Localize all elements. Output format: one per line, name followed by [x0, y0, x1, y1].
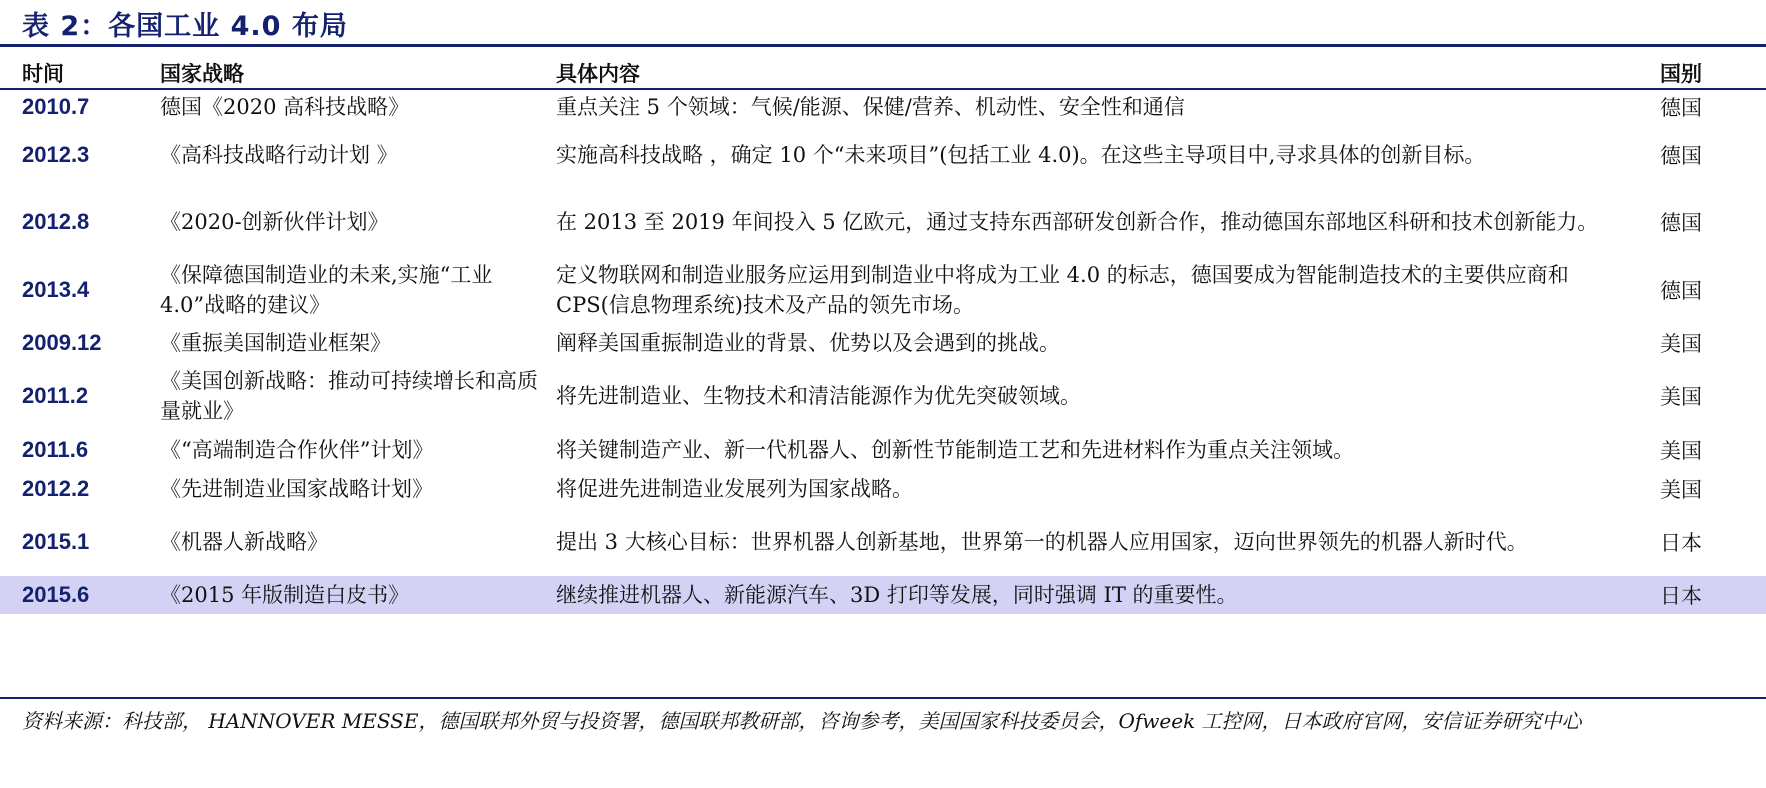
row-content: 将先进制造业、生物技术和清洁能源作为优先突破领域。 [556, 384, 1081, 408]
row-time: 2011.2 [22, 383, 89, 408]
table-row [0, 188, 1766, 256]
row-country: 美国 [1660, 478, 1702, 502]
row-country: 美国 [1660, 439, 1702, 463]
header-time: 时间 [22, 62, 64, 86]
table-row [0, 92, 1766, 122]
row-strategy: 《“高端制造合作伙伴”计划》 [160, 438, 434, 462]
row-content: 将促进先进制造业发展列为国家战略。 [556, 477, 913, 501]
row-time: 2013.4 [22, 277, 90, 302]
row-country: 德国 [1660, 144, 1702, 168]
row-strategy: 德国《2020 高科技战略》 [160, 95, 410, 119]
row-country: 日本 [1660, 531, 1702, 555]
row-time: 2012.2 [22, 476, 90, 501]
table-row [0, 508, 1766, 576]
row-strategy: 《机器人新战略》 [160, 530, 328, 554]
header-rule [0, 88, 1766, 90]
source-note: 资料来源：科技部， HANNOVER MESSE，德国联邦外贸与投资署，德国联邦教研部，咨询参考，美国国家科技委员会，Ofweek 工控网，日本政府官网，安信证券研究中心 [22, 709, 1582, 733]
table-row-highlighted [0, 576, 1766, 614]
row-time: 2012.3 [22, 142, 90, 167]
table-row [0, 470, 1766, 508]
row-content: 实施高科技战略 ，确定 10 个“未来项目”(包括工业 4.0)。在这些主导项目中,寻求具体的创新目标。 [556, 143, 1486, 167]
row-country: 美国 [1660, 332, 1702, 356]
row-content: 将关键制造产业、新一代机器人、创新性节能制造工艺和先进材料作为重点关注领域。 [556, 438, 1354, 462]
row-strategy: 《先进制造业国家战略计划》 [160, 477, 433, 501]
table-row [0, 430, 1766, 470]
header-strategy: 国家战略 [160, 62, 244, 86]
row-content: 提出 3 大核心目标：世界机器人创新基地，世界第一的机器人应用国家，迈向世界领先的机器人新时代。 [556, 530, 1528, 554]
row-content: 定义物联网和制造业服务应运用到制造业中将成为工业 4.0 的标志，德国要成为智能制造技术的主要供应商和 CPS(信息物理系统)技术及产品的领先市场。 [556, 263, 1569, 317]
row-strategy: 《高科技战略行动计划 》 [160, 143, 398, 167]
row-strategy: 《2015 年版制造白皮书》 [160, 583, 410, 607]
row-country: 德国 [1660, 211, 1702, 235]
table-row [0, 362, 1766, 430]
row-strategy: 《保障德国制造业的未来,实施“工业 4.0”战略的建议》 [160, 263, 493, 317]
header-content: 具体内容 [556, 62, 640, 86]
header-country: 国别 [1660, 62, 1702, 86]
table-body [0, 92, 1766, 614]
row-country: 美国 [1660, 385, 1702, 409]
table-row [0, 122, 1766, 188]
row-time: 2011.6 [22, 437, 89, 462]
row-content: 继续推进机器人、新能源汽车、3D 打印等发展，同时强调 IT 的重要性。 [556, 583, 1238, 607]
row-time: 2012.8 [22, 209, 90, 234]
row-country: 德国 [1660, 279, 1702, 303]
row-time: 2015.6 [22, 582, 90, 607]
row-content: 重点关注 5 个领域：气候/能源、保健/营养、机动性、安全性和通信 [556, 95, 1185, 119]
row-strategy: 《2020-创新伙伴计划》 [160, 210, 389, 234]
row-time: 2010.7 [22, 94, 90, 119]
top-rule [0, 44, 1766, 47]
row-content: 阐释美国重振制造业的背景、优势以及会遇到的挑战。 [556, 331, 1060, 355]
table-header [0, 50, 1766, 88]
row-strategy: 《美国创新战略：推动可持续增长和高质量就业》 [160, 369, 538, 423]
row-strategy: 《重振美国制造业框架》 [160, 331, 391, 355]
table-title: 表 2：各国工业 4.0 布局 [22, 11, 348, 42]
row-country: 日本 [1660, 584, 1702, 608]
row-country: 德国 [1660, 96, 1702, 120]
table-row [0, 324, 1766, 362]
bottom-rule [0, 697, 1766, 699]
row-time: 2015.1 [22, 529, 90, 554]
row-content: 在 2013 至 2019 年间投入 5 亿欧元，通过支持东西部研发创新合作，推动德国东部地区科研和技术创新能力。 [556, 210, 1599, 234]
row-time: 2009.12 [22, 330, 102, 355]
table-row [0, 256, 1766, 324]
